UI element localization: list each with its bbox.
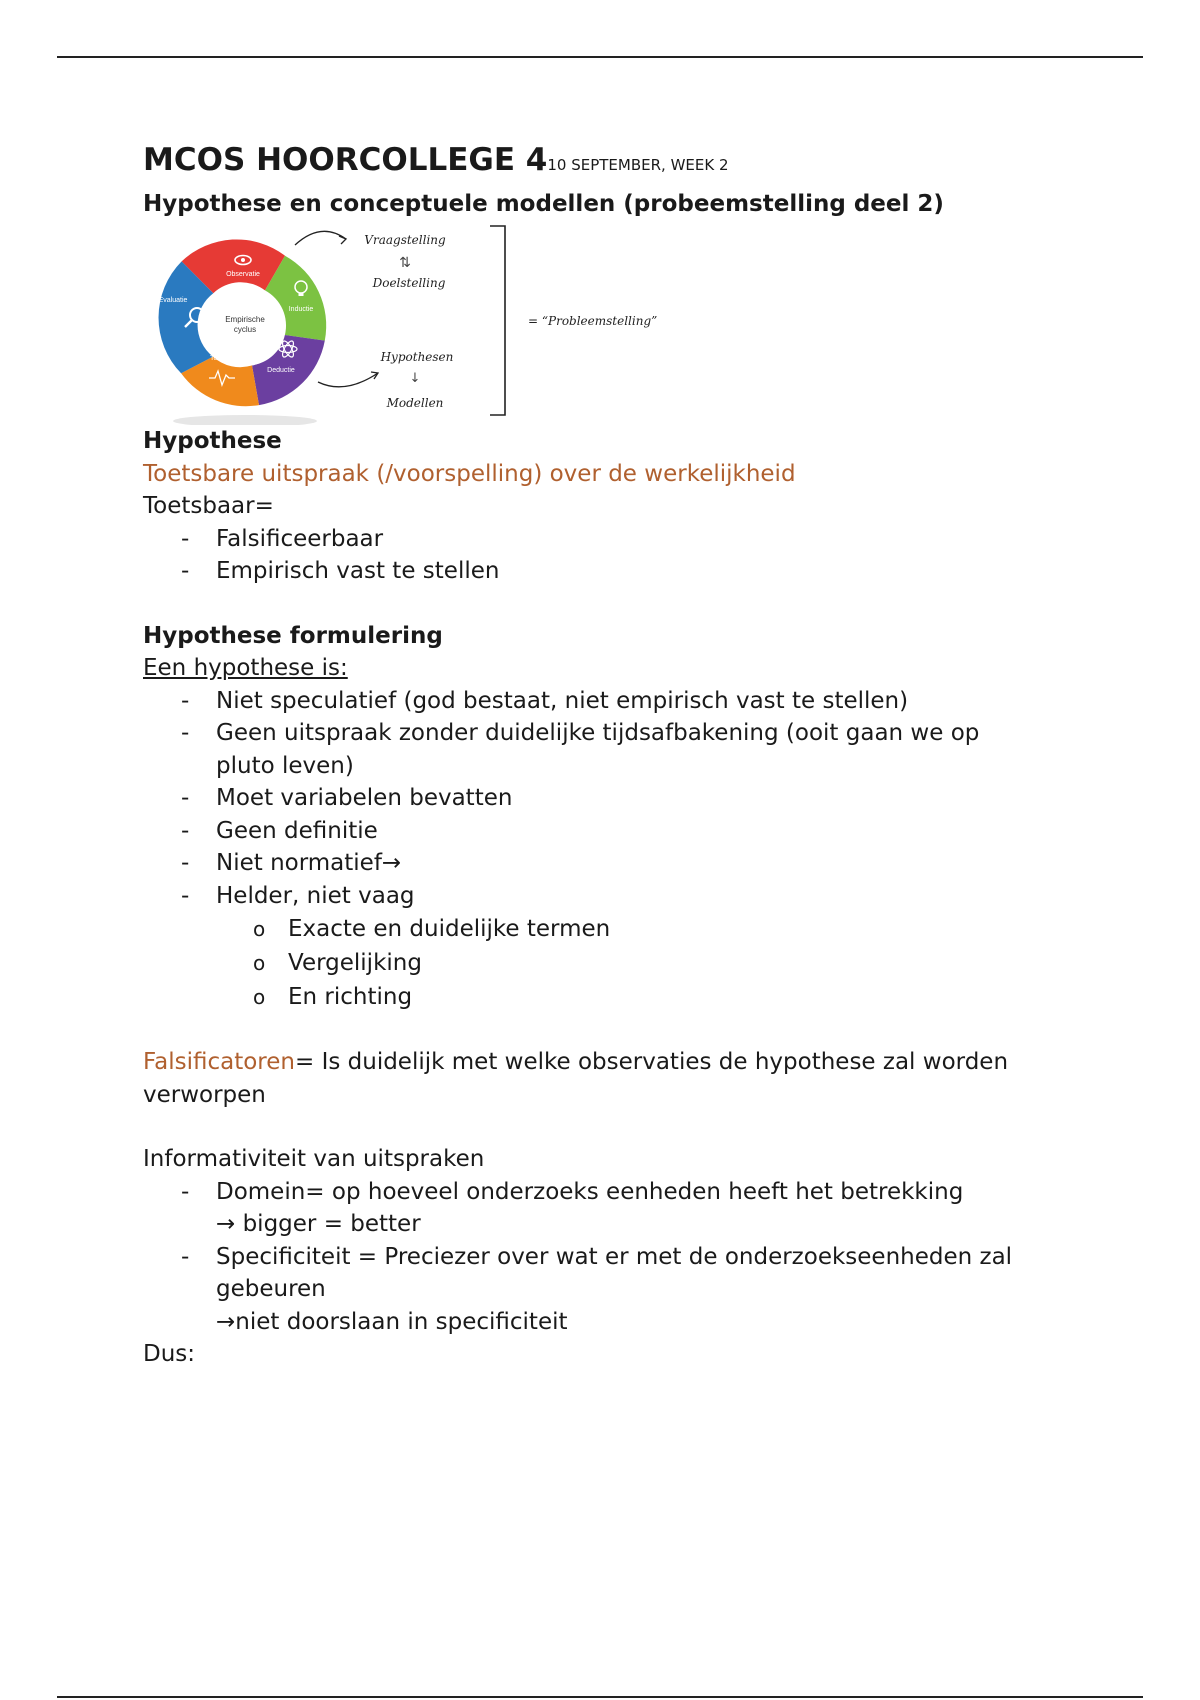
segment-label-observatie: Observatie xyxy=(226,271,260,278)
center-label-2: cyclus xyxy=(233,325,257,334)
note-probleemstelling: = “Probleemstelling” xyxy=(528,314,658,328)
informativiteit-heading: Informativiteit van uitspraken xyxy=(143,1146,485,1172)
list-item-line: - Geen uitspraak zonder duidelijke tijdsafbakening (ooit gaan we op xyxy=(216,720,980,746)
segment-label-toetsing: Toetsing xyxy=(209,355,237,362)
arrow-top-head xyxy=(339,236,346,244)
segment-label-deductie: Deductie xyxy=(267,367,295,374)
list-item-line: - Domein= op hoeveel onderzoeks eenheden heeft het betrekking xyxy=(216,1178,964,1205)
list-item: - Moet variabelen bevatten xyxy=(143,782,1083,815)
bracket xyxy=(490,226,505,415)
dus-label: Dus: xyxy=(143,1341,196,1367)
page-title xyxy=(143,140,1083,185)
sublist-item: o Vergelijking xyxy=(143,946,1083,980)
list-item-line: gebeuren xyxy=(216,1276,326,1302)
toetsbaar-list xyxy=(143,523,1083,588)
list-item-line: - Specificiteit = Preciezer over wat er met de onderzoekseenheden zal xyxy=(216,1243,1013,1270)
formulering-heading: Hypothese formulering xyxy=(143,622,443,649)
list-item: - Niet speculatief (god bestaat, niet empirisch vast te stellen) xyxy=(143,685,1083,718)
informativiteit-list xyxy=(143,1176,1083,1339)
list-item xyxy=(143,717,1083,782)
list-item: - Geen definitie xyxy=(143,815,1083,848)
note-double-arrow: ⇅ xyxy=(399,255,411,271)
segment-label-evaluatie: Evaluatie xyxy=(158,297,188,304)
sublist-item: o Exacte en duidelijke termen xyxy=(143,912,1083,946)
note-hypothesen: Hypothesen xyxy=(380,350,454,364)
note-down-arrow: ↓ xyxy=(409,371,421,386)
falsificatoren-line xyxy=(143,1046,1083,1079)
segment-label-inductie: Inductie xyxy=(288,306,314,313)
falsificatoren-term: Falsificatoren xyxy=(143,1049,295,1075)
spacer xyxy=(143,588,1083,620)
note-modellen: Modellen xyxy=(386,396,444,410)
list-item-line: pluto leven) xyxy=(216,752,354,779)
cycle-shadow xyxy=(173,415,317,425)
spacer xyxy=(143,1111,1083,1143)
footer-rule xyxy=(57,1696,1143,1698)
list-item xyxy=(143,1176,1083,1241)
toetsbaar-label: Toetsbaar= xyxy=(143,493,274,519)
arrow-top xyxy=(295,231,346,245)
lecture-date: 10 SEPTEMBER, WEEK 2 xyxy=(547,156,729,174)
list-item: - Helder, niet vaag xyxy=(143,880,1083,913)
note-vraagstelling: Vraagstelling xyxy=(364,233,446,247)
falsificatoren-text: = Is duidelijk met welke observaties de hypothese zal worden xyxy=(294,1049,1009,1075)
cycle-diagram xyxy=(143,225,683,425)
hypothese-definition: Toetsbare uitspraak (/voorspelling) over de werkelijkheid xyxy=(143,460,796,487)
list-item: - Falsificeerbaar xyxy=(143,523,1083,556)
document-page xyxy=(143,140,1083,1371)
page-subtitle: Hypothese en conceptuele modellen (probeemstelling deel 2) xyxy=(143,191,944,217)
title-text: MCOS HOORCOLLEGE 4 xyxy=(143,142,548,178)
spacer xyxy=(143,1014,1083,1046)
empirical-cycle-figure xyxy=(143,225,683,425)
note-doelstelling: Doelstelling xyxy=(372,276,446,290)
arrow-bottom xyxy=(318,373,378,387)
header-rule xyxy=(57,56,1143,58)
hypothese-heading: Hypothese xyxy=(143,428,282,454)
sublist-item: o En richting xyxy=(143,980,1083,1014)
list-item xyxy=(143,1241,1083,1339)
list-item: - Empirisch vast te stellen xyxy=(143,555,1083,588)
formulering-list xyxy=(143,685,1083,913)
list-item-note: → bigger = better xyxy=(216,1211,421,1237)
list-item: - Niet normatief→ xyxy=(143,847,1083,880)
helder-sublist xyxy=(143,912,1083,1014)
center-label-1: Empirische xyxy=(225,315,265,324)
formulering-intro: Een hypothese is: xyxy=(143,655,348,681)
falsificatoren-line-2: verworpen xyxy=(143,1081,266,1108)
list-item-note: →niet doorslaan in specificiteit xyxy=(216,1308,568,1335)
